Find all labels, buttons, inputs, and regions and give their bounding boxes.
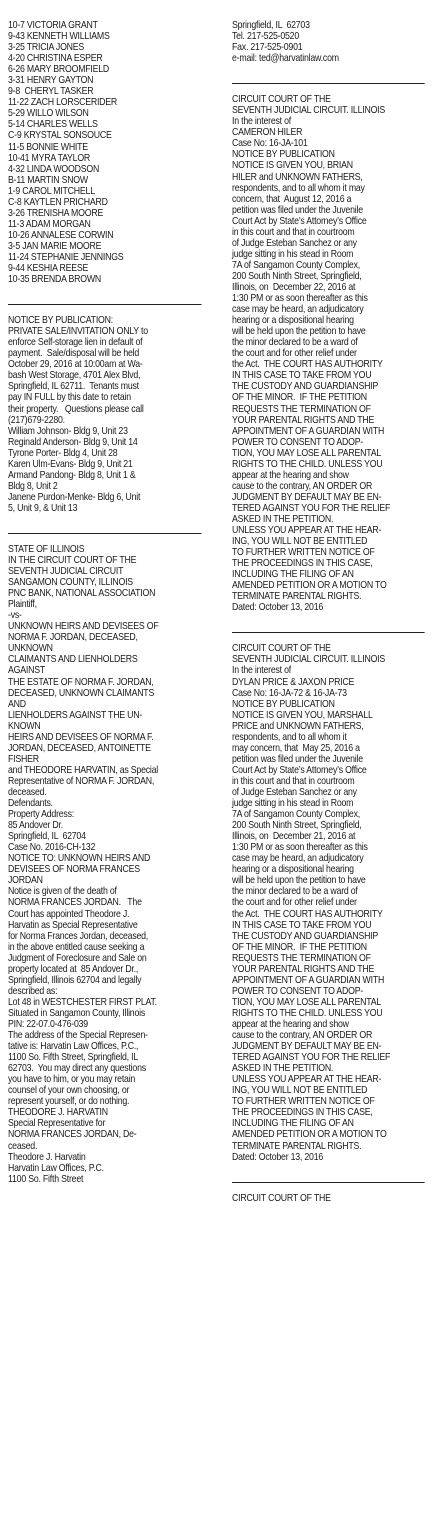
notice-line: 5, Unit 9, & Unit 13 <box>8 502 78 514</box>
notice-line: NORMA FRANCES JORDAN, De- <box>8 1129 137 1141</box>
notice-line: pay IN FULL by this date to retain <box>8 392 131 404</box>
notice-line: NORMA F. JORDAN, DECEASED, <box>8 632 138 644</box>
notice-line: Case No. 2016-CH-132 <box>8 842 96 854</box>
notice-line: 5-14 CHARLES WELLS <box>8 119 98 131</box>
notice-line: Tyrone Porter- Bldg 4, Unit 28 <box>8 447 118 459</box>
notice-line: case may be heard, an adjudicatory <box>232 304 364 316</box>
notice-line: AMENDED PETITION OR A MOTION TO <box>232 1129 387 1141</box>
notice-line: of Judge Esteban Sanchez or any <box>232 787 357 798</box>
notice-line: Representative of NORMA F. JORDAN, <box>8 775 155 787</box>
notice-line: 3-25 TRICIA JONES <box>8 42 85 54</box>
notice-line: Tel. 217-525-0520 <box>232 31 299 43</box>
notice-line: ASKED IN THE PETITION. <box>232 513 334 525</box>
right-column <box>232 0 425 1204</box>
notice-line: 9-43 KENNETH WILLIAMS <box>8 31 110 43</box>
notice-line: PRICE and UNKNOWN FATHERS, <box>232 720 364 732</box>
notice-line: appear at the hearing and show <box>232 1018 349 1030</box>
notice-line: TION, YOU MAY LOSE ALL PARENTAL <box>232 447 381 459</box>
storage-tenant-names-list <box>8 20 202 285</box>
notice-line: JORDAN, DECEASED, ANTOINETTE <box>8 742 151 754</box>
notice-line: Springfield, IL 62704 <box>8 831 86 843</box>
notice-line: Theodore J. Harvatin <box>8 1151 86 1163</box>
notice-line: Case No: 16-JA-101 <box>232 138 308 150</box>
notice-line: YOUR PARENTAL RIGHTS AND THE <box>232 963 375 975</box>
notice-line: OF THE MINOR. IF THE PETITION <box>232 941 367 953</box>
notice-line: 5-29 WILLO WILSON <box>8 108 89 120</box>
notice-line: the Act. THE COURT HAS AUTHORITY <box>232 359 383 371</box>
notice-line: ASKED IN THE PETITION. <box>232 1063 334 1075</box>
notice-line: in this court and that in courtroom <box>232 226 355 238</box>
notice-line: INCLUDING THE FILING OF AN <box>232 569 354 581</box>
notice-line: petition was filed under the Juvenile <box>232 753 363 765</box>
notice-line: THEODORE J. HARVATIN <box>8 1107 108 1119</box>
notice-line: for Norma Frances Jordan, deceased, <box>8 930 149 942</box>
notice-line: counsel of your own choosing, or <box>8 1085 130 1097</box>
notice-line: -vs- <box>8 610 22 622</box>
notice-line: 3-31 HENRY GAYTON <box>8 75 94 87</box>
notice-line: AMENDED PETITION OR A MOTION TO <box>232 580 387 592</box>
notice-line: In the interest of <box>232 116 291 128</box>
notice-line: RIGHTS TO THE CHILD. UNLESS YOU <box>232 458 383 470</box>
notice-line: NORMA FRANCES JORDAN. The <box>8 897 142 909</box>
notice-line: UNLESS YOU APPEAR AT THE HEAR- <box>232 1074 382 1086</box>
notice-line: NOTICE IS GIVEN YOU, BRIAN <box>232 160 353 172</box>
self-storage-sale-notice <box>8 315 202 514</box>
notice-line: appear at the hearing and show <box>232 469 349 481</box>
notice-line: 10-35 BRENDA BROWN <box>8 274 102 286</box>
notice-line: INCLUDING THE FILING OF AN <box>232 1118 354 1130</box>
notice-line: SEVENTH JUDICIAL CIRCUIT. ILLINOIS <box>232 654 386 666</box>
notice-line: UNKNOWN <box>8 643 53 655</box>
notice-line: may concern, that May 25, 2016 a <box>232 742 360 754</box>
notice-line: Dated: October 13, 2016 <box>232 602 324 614</box>
notice-line: NOTICE BY PUBLICATION <box>232 698 335 710</box>
notice-line: Court has appointed Theodore J. <box>8 908 130 920</box>
notice-line: Harvatin Law Offices, P.C. <box>8 1162 104 1174</box>
notice-line: IN THIS CASE TO TAKE FROM YOU <box>232 919 372 931</box>
continued-court-notice <box>232 1193 425 1204</box>
notice-line: Fax. 217-525-0901 <box>232 42 303 54</box>
notice-line: 1-9 CAROL MITCHELL <box>8 185 95 197</box>
notice-line: will be held upon the petition to have <box>232 875 366 887</box>
notice-line: PNC BANK, NATIONAL ASSOCIATION <box>8 588 156 600</box>
notice-line: the minor declared to be a ward of <box>232 886 358 898</box>
notice-line: The address of the Special Represen- <box>8 1030 148 1042</box>
notice-line: 1:30 PM or as soon thereafter as this <box>232 842 368 854</box>
notice-line: 10-26 ANNALESE CORWIN <box>8 229 114 241</box>
notice-line: 7A of Sangamon County Complex, <box>232 259 360 271</box>
notice-line: (217)679-2280. <box>8 414 65 426</box>
notice-line: AND <box>8 698 26 710</box>
notice-line: in the above entitled cause seeking a <box>8 941 145 953</box>
notice-line: and THEODORE HARVATIN, as Special <box>8 764 159 776</box>
notice-line: 200 South Ninth Street, Springfield, <box>232 270 362 282</box>
notice-line: hearing or a dispositional hearing <box>232 315 354 327</box>
notice-line: 9-44 KESHIA REESE <box>8 263 89 275</box>
notice-line: 11-5 BONNIE WHITE <box>8 141 88 153</box>
notice-line: 3-5 JAN MARIE MOORE <box>8 240 102 252</box>
notice-line: judge sitting in his stead in Room <box>232 798 354 810</box>
notice-line: JORDAN <box>8 875 43 887</box>
notice-line: FISHER <box>8 753 39 765</box>
notice-line: e-mail: ted@harvatinlaw.com <box>232 53 339 65</box>
notice-line: October 29, 2016 at 10:00am at Wa- <box>8 359 143 371</box>
notice-line: Defendants. <box>8 798 53 810</box>
notice-line: LIENHOLDERS AGAINST THE UN- <box>8 709 143 721</box>
notice-line: DECEASED, UNKNOWN CLAIMANTS <box>8 687 155 699</box>
notice-line: HEIRS AND DEVISEES OF NORMA F. <box>8 731 154 743</box>
notice-line: UNKNOWN HEIRS AND DEVISEES OF <box>8 621 159 633</box>
notice-line: 10-41 MYRA TAYLOR <box>8 152 91 164</box>
notice-line: Court Act by State’s Attorney’s Office <box>232 764 367 776</box>
notice-line: 4-20 CHRISTINA ESPER <box>8 53 103 65</box>
notice-line: 9-8 CHERYL TASKER <box>8 86 94 98</box>
notice-line: CIRCUIT COURT OF THE <box>232 643 331 655</box>
notice-line: the Act. THE COURT HAS AUTHORITY <box>232 908 383 920</box>
notice-line: DEVISEES OF NORMA FRANCES <box>8 864 140 876</box>
notice-line: TERED AGAINST YOU FOR THE RELIEF <box>232 502 391 514</box>
notice-line: NOTICE BY PUBLICATION: <box>8 315 113 327</box>
notice-line: judge sitting in his stead in Room <box>232 248 354 260</box>
notice-line: SANGAMON COUNTY, ILLINOIS <box>8 577 133 589</box>
notice-line: the court and for other relief under <box>232 348 357 360</box>
notice-line: PIN: 22-07.0-476-039 <box>8 1018 88 1030</box>
notice-line: TERED AGAINST YOU FOR THE RELIEF <box>232 1052 391 1064</box>
notice-line: AGAINST <box>8 665 45 677</box>
notice-line: bash West Storage, 4701 Alex Blvd, <box>8 370 141 382</box>
notice-line: IN THIS CASE TO TAKE FROM YOU <box>232 370 372 382</box>
notice-line: Court Act by State’s Attorney’s Office <box>232 215 367 227</box>
notice-line: payment. Sale/disposal will be held <box>8 348 140 360</box>
notice-line: THE ESTATE OF NORMA F. JORDAN, <box>8 676 154 688</box>
notice-line: CAMERON HILER <box>232 127 303 139</box>
notice-line: of Judge Esteban Sanchez or any <box>232 237 357 249</box>
notice-line: NOTICE IS GIVEN YOU, MARSHALL <box>232 709 373 721</box>
notice-line: 11-24 STEPHANIE JENNINGS <box>8 251 124 263</box>
notice-line: Bldg 8, Unit 2 <box>8 480 58 492</box>
notice-line: enforce Self-storage lien in default of <box>8 337 143 349</box>
notice-line: represent yourself, or do nothing. <box>8 1096 130 1108</box>
notice-line: Illinois, on December 21, 2016 at <box>232 831 356 843</box>
notice-line: 7A of Sangamon County Complex, <box>232 809 360 821</box>
notice-line: Illinois, on December 22, 2016 at <box>232 281 356 293</box>
notice-line: TO FURTHER WRITTEN NOTICE OF <box>232 1096 375 1108</box>
attorney-contact-block <box>232 20 425 64</box>
notice-line: respondents, and to all whom it may <box>232 182 365 194</box>
notice-line: 4-32 LINDA WOODSON <box>8 163 100 175</box>
notice-line: 6-26 MARY BROOMFIELD <box>8 64 110 76</box>
notice-line: TION, YOU MAY LOSE ALL PARENTAL <box>232 996 381 1008</box>
notice-line: case may be heard, an adjudicatory <box>232 853 364 865</box>
notice-line: Property Address: <box>8 809 74 821</box>
notice-line: SEVENTH JUDICIAL CIRCUIT <box>8 566 124 578</box>
notice-line: TERMINATE PARENTAL RIGHTS. <box>232 591 362 603</box>
notice-line: 11-3 ADAM MORGAN <box>8 218 91 230</box>
notice-line: 62703. You may direct any questions <box>8 1063 146 1075</box>
notice-line: APPOINTMENT OF A GUARDIAN WITH <box>232 974 385 986</box>
left-column <box>8 0 202 1185</box>
notice-line: JUDGMENT BY DEFAULT MAY BE EN- <box>232 1041 382 1053</box>
notice-line: will be held upon the petition to have <box>232 326 366 338</box>
notice-line: REQUESTS THE TERMINATION OF <box>232 952 371 964</box>
notice-line: 3-26 TRENISHA MOORE <box>8 207 104 219</box>
notice-line: cause to the contrary, AN ORDER OR <box>232 1030 373 1042</box>
notice-line: Situated in Sangamon County, Illinois <box>8 1007 146 1019</box>
notice-line: Springfield, IL 62703 <box>232 20 310 31</box>
notice-line: respondents, and to all whom it <box>232 731 347 743</box>
notice-line: 1100 So. Fifth Street, Springfield, IL <box>8 1052 138 1064</box>
notice-line: Plaintiff, <box>8 599 37 611</box>
notice-line: described as: <box>8 985 58 997</box>
notice-line: CLAIMANTS AND LIENHOLDERS <box>8 654 138 666</box>
notice-line: hearing or a dispositional hearing <box>232 864 354 876</box>
notice-line: Armand Pandong- Bldg 8, Unit 1 & <box>8 469 136 481</box>
notice-line: TERMINATE PARENTAL RIGHTS. <box>232 1140 362 1152</box>
notice-line: NOTICE TO: UNKNOWN HEIRS AND <box>8 853 151 865</box>
notice-line: C-9 KRYSTAL SONSOUCE <box>8 130 112 142</box>
notice-line: STATE OF ILLINOIS <box>8 543 85 555</box>
notice-line: UNLESS YOU APPEAR AT THE HEAR- <box>232 525 382 537</box>
price-juvenile-notice <box>232 643 425 1162</box>
notice-line: IN THE CIRCUIT COURT OF THE <box>8 555 137 567</box>
notice-line: 1100 So. Fifth Street <box>8 1173 84 1185</box>
notice-line: DYLAN PRICE & JAXON PRICE <box>232 676 355 688</box>
notice-line: POWER TO CONSENT TO ADOP- <box>232 436 364 448</box>
notice-line: APPOINTMENT OF A GUARDIAN WITH <box>232 425 385 437</box>
notice-line: C-8 KAYTLEN PRICHARD <box>8 196 108 208</box>
notice-line: their property. Questions please call <box>8 403 144 415</box>
notice-line: deceased. <box>8 787 47 798</box>
notice-line: tative is: Harvatin Law Offices, P.C., <box>8 1041 139 1053</box>
notice-line: ING, YOU WILL NOT BE ENTITLED <box>232 536 368 548</box>
notice-line: Judgment of Foreclosure and Sale on <box>8 952 147 964</box>
notice-line: Karen Ulm-Evans- Bldg 9, Unit 21 <box>8 458 133 470</box>
notice-line: Special Representative for <box>8 1118 106 1130</box>
notice-line: REQUESTS THE TERMINATION OF <box>232 403 371 415</box>
notice-line: Janene Purdon-Menke- Bldg 6, Unit <box>8 491 141 503</box>
notice-line: Lot 48 in WESTCHESTER FIRST PLAT. <box>8 996 157 1008</box>
notice-line: CIRCUIT COURT OF THE <box>232 1192 331 1204</box>
notice-line: HILER and UNKNOWN FATHERS, <box>232 171 363 183</box>
notice-line: Springfield, Illinois 62704 and legally <box>8 974 142 986</box>
hiler-juvenile-notice <box>232 94 425 613</box>
notice-line: petition was filed under the Juvenile <box>232 204 363 216</box>
notice-line: 85 Andover Dr. <box>8 820 63 832</box>
notice-line: KNOWN <box>8 720 41 732</box>
notice-line: ING, YOU WILL NOT BE ENTITLED <box>232 1085 368 1097</box>
notice-line: property located at 85 Andover Dr., <box>8 963 139 975</box>
notice-line: OF THE MINOR. IF THE PETITION <box>232 392 367 404</box>
notice-line: Harvatin as Special Representative <box>8 919 138 931</box>
notice-line: THE CUSTODY AND GUARDIANSHIP <box>232 930 379 942</box>
notice-line: Springfield, IL 62711. Tenants must <box>8 381 139 393</box>
notice-line: THE PROCEEDINGS IN THIS CASE, <box>232 558 373 570</box>
notice-line: THE PROCEEDINGS IN THIS CASE, <box>232 1107 373 1119</box>
notice-line: RIGHTS TO THE CHILD. UNLESS YOU <box>232 1007 383 1019</box>
notice-line: ceased. <box>8 1140 38 1152</box>
notice-line: you have to him, or you may retain <box>8 1074 136 1086</box>
notice-line: cause to the contrary, AN ORDER OR <box>232 480 373 492</box>
notice-line: PRIVATE SALE/INVITATION ONLY to <box>8 326 148 338</box>
notice-line: THE CUSTODY AND GUARDIANSHIP <box>232 381 379 393</box>
notice-line: Case No: 16-JA-72 & 16-JA-73 <box>232 687 347 699</box>
notice-line: the minor declared to be a ward of <box>232 337 358 349</box>
notice-line: 10-7 VICTORIA GRANT <box>8 20 98 31</box>
notice-line: Notice is given of the death of <box>8 886 117 898</box>
notice-line: Reginald Anderson- Bldg 9, Unit 14 <box>8 436 138 448</box>
notice-line: 200 South Ninth Street, Springfield, <box>232 820 362 832</box>
notice-line: JUDGMENT BY DEFAULT MAY BE EN- <box>232 491 382 503</box>
notice-line: CIRCUIT COURT OF THE <box>232 94 331 106</box>
notice-line: POWER TO CONSENT TO ADOP- <box>232 985 364 997</box>
notice-line: B-11 MARTIN SNOW <box>8 174 88 186</box>
foreclosure-notice <box>8 544 202 1185</box>
notice-line: YOUR PARENTAL RIGHTS AND THE <box>232 414 375 426</box>
notice-line: William Johnson- Bldg 9, Unit 23 <box>8 425 128 437</box>
notice-line: NOTICE BY PUBLICATION <box>232 149 335 161</box>
notice-line: in this court and that in courtroom <box>232 775 355 787</box>
notice-line: the court and for other relief under <box>232 897 357 909</box>
notice-line: Dated: October 13, 2016 <box>232 1151 324 1163</box>
notice-line: 11-22 ZACH LORSCERIDER <box>8 97 118 109</box>
notice-line: TO FURTHER WRITTEN NOTICE OF <box>232 547 375 559</box>
notice-line: SEVENTH JUDICIAL CIRCUIT. ILLINOIS <box>232 105 386 117</box>
notice-line: In the interest of <box>232 665 291 677</box>
notice-line: 1:30 PM or as soon thereafter as this <box>232 293 368 305</box>
notice-line: concern, that August 12, 2016 a <box>232 193 352 205</box>
